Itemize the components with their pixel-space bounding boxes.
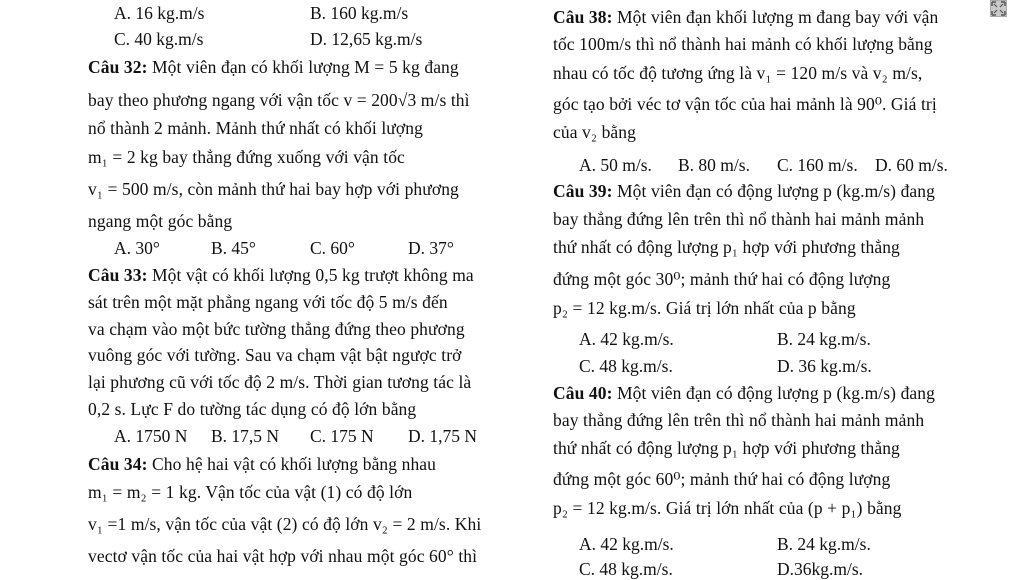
question-32-label: Câu 32: (88, 57, 148, 77)
question-39-line-1: Câu 39: Một viên đạn có động lượng p (kg.m/s) đang (553, 181, 935, 201)
prev-option-a: A. 16 kg.m/s (114, 3, 205, 23)
q39-option-b: B. 24 kg.m/s. (777, 329, 871, 349)
q33-option-c: C. 175 N (310, 426, 374, 446)
question-39-label: Câu 39: (553, 181, 613, 201)
question-40-line-1: Câu 40: Một viên đạn có động lượng p (kg.m/s) đang (553, 383, 935, 403)
question-39-line-2: bay thẳng đứng lên trên thì nổ thành hai mảnh mảnh (553, 209, 925, 229)
question-32-line-1: Câu 32: Một viên đạn có khối lượng M = 5 kg đang (88, 57, 459, 77)
question-40-line-2: bay thẳng đứng lên trên thì nổ thành hai mảnh mảnh (553, 410, 925, 430)
q39-option-c: C. 48 kg.m/s. (579, 356, 673, 376)
question-38-line-2: tốc 100m/s thì nổ thành hai mảnh có khối lượng bằng (553, 34, 933, 54)
question-33-line-1: Câu 33: Một vật có khối lượng 0,5 kg trượt không ma (88, 265, 474, 285)
question-34-line-4: vectơ vận tốc của hai vật hợp với nhau một góc 60° thì (88, 546, 478, 566)
question-33-line-5: lại phương cũ với tốc độ 2 m/s. Thời gian tương tác là (88, 372, 472, 392)
question-38-line-5: của v₂ bằng (553, 122, 637, 142)
q38-option-d: D. 60 m/s. (875, 155, 948, 175)
q39-option-d: D. 36 kg.m/s. (777, 356, 872, 376)
question-39-line-5: p₂ = 12 kg.m/s. Giá trị lớn nhất của p bằng (553, 298, 856, 318)
q32-option-a: A. 30° (114, 238, 160, 258)
q40-option-d: D.36kg.m/s. (777, 559, 864, 579)
question-33-line-6: 0,2 s. Lực F do tường tác dụng có độ lớn bằng (88, 399, 417, 419)
question-40-label: Câu 40: (553, 383, 613, 403)
question-34-line-2: m₁ = m₂ = 1 kg. Vận tốc của vật (1) có độ lớn (88, 482, 413, 502)
question-32-line-2: bay theo phương ngang với vận tốc v = 200√3 m/s thì (88, 90, 470, 110)
question-38-line-4: góc tạo bởi véc tơ vận tốc của hai mảnh là 90⁰. Giá trị (553, 94, 937, 114)
prev-option-b: B. 160 kg.m/s (310, 3, 409, 23)
question-40-line-3: thứ nhất có động lượng p₁ hợp với phương thẳng (553, 438, 900, 458)
q38-option-a: A. 50 m/s. (579, 155, 652, 175)
question-34-label: Câu 34: (88, 454, 148, 474)
q33-option-a: A. 1750 N (114, 426, 188, 446)
q40-option-a: A. 42 kg.m/s. (579, 534, 674, 554)
question-32-line-3: nổ thành 2 mảnh. Mảnh thứ nhất có khối lượng (88, 118, 423, 138)
q32-option-c: C. 60° (310, 238, 355, 258)
question-40-line-5: p₂ = 12 kg.m/s. Giá trị lớn nhất của (p + p₁) bằng (553, 498, 902, 518)
question-39-line-3: thứ nhất có động lượng p₁ hợp với phương thẳng (553, 237, 900, 257)
q33-option-b: B. 17,5 N (211, 426, 280, 446)
question-40-line-4: đứng một góc 60⁰; mảnh thứ hai có động lượng (553, 469, 891, 489)
q32-option-b: B. 45° (211, 238, 256, 258)
question-38-line-1: Câu 38: Một viên đạn khối lượng m đang bay với vận (553, 7, 939, 27)
prev-option-c: C. 40 kg.m/s (114, 29, 204, 49)
q39-option-a: A. 42 kg.m/s. (579, 329, 674, 349)
question-33-line-3: va chạm vào một bức tường thẳng đứng theo phương (88, 319, 465, 339)
q38-option-b: B. 80 m/s. (678, 155, 750, 175)
question-34-line-3: v₁ =1 m/s, vận tốc của vật (2) có độ lớn v₂ = 2 m/s. Khi (88, 514, 482, 534)
prev-option-d: D. 12,65 kg.m/s (310, 29, 423, 49)
question-38-label: Câu 38: (553, 7, 613, 27)
question-32-line-5: v₁ = 500 m/s, còn mảnh thứ hai bay hợp với phương (88, 179, 459, 199)
question-34-line-1: Câu 34: Cho hệ hai vật có khối lượng bằng nhau (88, 454, 437, 474)
question-38-line-3: nhau có tốc độ tương ứng là v₁ = 120 m/s và v₂ m/s, (553, 63, 923, 83)
question-33-label: Câu 33: (88, 265, 148, 285)
expand-icon[interactable] (990, 0, 1007, 17)
question-32-line-6: ngang một góc bằng (88, 211, 233, 231)
q38-option-c: C. 160 m/s. (777, 155, 858, 175)
question-32-line-4: m₁ = 2 kg bay thẳng đứng xuống với vận tốc (88, 147, 405, 167)
question-39-line-4: đứng một góc 30⁰; mảnh thứ hai có động lượng (553, 269, 891, 289)
question-33-line-4: vuông góc với tường. Sau va chạm vật bật ngược trở (88, 345, 462, 365)
q33-option-d: D. 1,75 N (408, 426, 478, 446)
q40-option-b: B. 24 kg.m/s. (777, 534, 871, 554)
q32-option-d: D. 37° (408, 238, 454, 258)
q40-option-c: C. 48 kg.m/s. (579, 559, 673, 579)
question-33-line-2: sát trên một mặt phẳng ngang với tốc độ 5 m/s đến (88, 292, 448, 312)
